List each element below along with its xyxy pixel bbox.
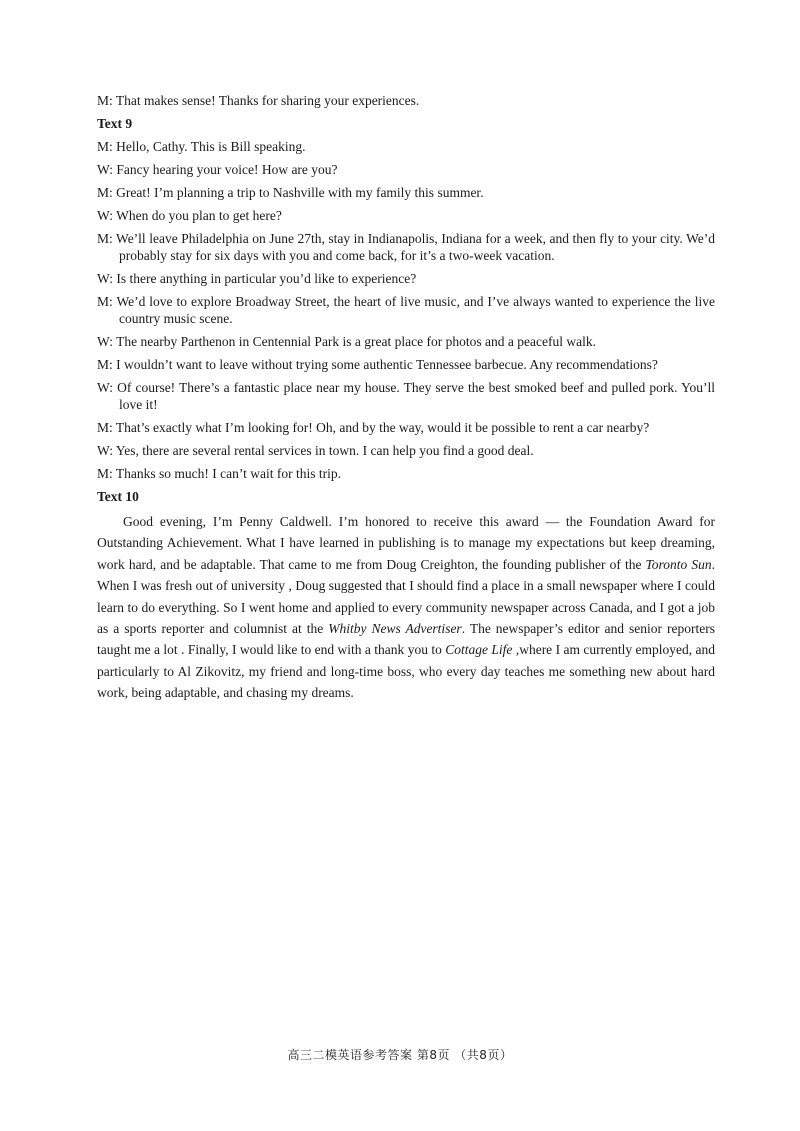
- dialogue-line: M: We’d love to explore Broadway Street, the heart of live music, and I’ve always wanted to experience the live country music scene.: [97, 294, 715, 326]
- speech-text: . When I was fresh out of university , Doug suggested that I should find a place in a small newspaper where I could learn to do everything. So I went home and applied to every community newspaper across Canada, and I got a job as a sports reporter and columnist at the: [97, 556, 715, 637]
- dialogue-line: M: Great! I’m planning a trip to Nashville with my family this summer.: [97, 185, 484, 200]
- dialogue-line: W: Is there anything in particular you’d like to experience?: [97, 271, 417, 286]
- dialogue-line: M: Hello, Cathy. This is Bill speaking.: [97, 139, 306, 154]
- publication-title: Cottage Life: [445, 642, 513, 658]
- speech-text: ,where I am currently employed, and particularly to Al Zikovitz, my friend and long-time boss, who every day teaches me something new about hard work, being adaptable, and chasing my dreams.: [97, 642, 716, 701]
- dialogue-line: W: Fancy hearing your voice! How are you?: [97, 162, 338, 177]
- page-content: [97, 92, 715, 704]
- dialogue-line: M: Thanks so much! I can’t wait for this trip.: [97, 466, 341, 481]
- page-footer: 高三二模英语参考答案 第8页 （共8页）: [287, 1048, 513, 1062]
- dialogue-line: W: Of course! There’s a fantastic place near my house. They serve the best smoked beef and pulled pork. You’ll love it!: [97, 380, 715, 412]
- dialogue-line: M: We’ll leave Philadelphia on June 27th, stay in Indianapolis, Indiana for a week, and then fly to your city. We’d probably stay for six days with you and come back, for it’s a two-week vacation.: [97, 231, 715, 263]
- dialogue-line: M: That’s exactly what I’m looking for! Oh, and by the way, would it be possible to rent a car nearby?: [97, 420, 650, 435]
- speech-text: . The newspaper’s editor and senior reporters taught me a lot . Finally, I would like to end with a thank you to: [97, 621, 715, 658]
- dialogue-line: M: That makes sense! Thanks for sharing your experiences.: [97, 93, 420, 108]
- publication-title: Whitby News Advertiser: [328, 621, 462, 637]
- dialogue-line: W: The nearby Parthenon in Centennial Park is a great place for photos and a peaceful walk.: [97, 334, 596, 349]
- section-heading-text-10: Text 10: [97, 489, 139, 504]
- speech-paragraph: [97, 511, 715, 704]
- dialogue-line: M: I wouldn’t want to leave without trying some authentic Tennessee barbecue. Any recommendations?: [97, 357, 658, 372]
- speech-text: Good evening, I’m Penny Caldwell. I’m honored to receive this award — the Foundation Award for Outstanding Achievement. What I have learned in publishing is to manage my expectations but keep dreaming, work hard, and be adaptable. That came to me from Doug Creighton, the founding publisher of the: [97, 514, 715, 572]
- dialogue-line: W: When do you plan to get here?: [97, 208, 282, 223]
- section-heading-text-9: Text 9: [97, 116, 133, 131]
- publication-title: Toronto Sun: [645, 556, 712, 572]
- dialogue-line: W: Yes, there are several rental services in town. I can help you find a good deal.: [97, 443, 534, 458]
